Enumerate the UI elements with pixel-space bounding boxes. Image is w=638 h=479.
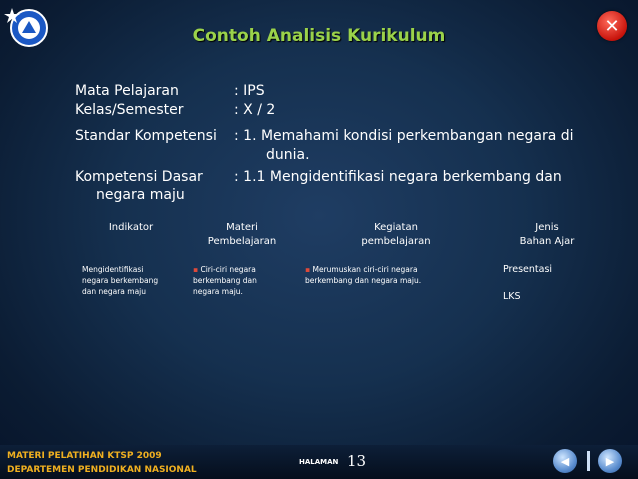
cell-kegiatan-line: berkembang dan negara maju. [305, 276, 422, 285]
cell-materi [193, 264, 257, 297]
info-label-kompetensi-dasar: Kompetensi Dasar [75, 169, 203, 185]
footer-line1: MATERI PELATIHAN KTSP 2009 [7, 451, 162, 461]
next-button[interactable] [598, 449, 622, 473]
header-bahan-line1: Jenis [535, 222, 559, 233]
cell-indikator [82, 264, 158, 297]
prev-button[interactable] [553, 449, 577, 473]
cell-materi-line: berkembang dan [193, 276, 257, 285]
cell-indikator-line: dan negara maju [82, 287, 147, 296]
arrow-left-icon: ◀ [560, 454, 570, 468]
info-label-kelas-semester: Kelas/Semester [75, 102, 184, 118]
cell-kegiatan [305, 264, 421, 286]
info-label-standar-kompetensi: Standar Kompetensi [75, 128, 217, 144]
header-bahan-ajar [505, 221, 589, 249]
bullet-icon: ▪ [193, 265, 199, 274]
info-value-mata-pelajaran: : IPS [234, 83, 265, 99]
header-materi [196, 221, 288, 249]
footer-line2: DEPARTEMEN PENDIDIKAN NASIONAL [7, 465, 197, 475]
header-indikator-line1: Indikator [108, 222, 154, 233]
close-icon: ✕ [604, 15, 620, 37]
header-kegiatan [350, 221, 442, 249]
cell-materi-line: Ciri-ciri negara [200, 265, 256, 274]
bullet-icon: ▪ [305, 265, 311, 274]
info-value-standar-kompetensi-cont: dunia. [266, 147, 310, 163]
header-kegiatan-line2: pembelajaran [361, 236, 431, 247]
header-bahan-line2: Bahan Ajar [519, 236, 575, 247]
footer-text [7, 449, 197, 477]
cell-bahan-presentasi: Presentasi [503, 264, 553, 275]
info-label-mata-pelajaran: Mata Pelajaran [75, 83, 179, 99]
arrow-right-icon: ▶ [605, 454, 615, 468]
info-value-kelas-semester: : X / 2 [234, 102, 276, 118]
info-value-standar-kompetensi: : 1. Memahami kondisi perkembangan negara di [234, 128, 574, 144]
header-indikator [96, 221, 166, 235]
page-title: Contoh Analisis Kurikulum [192, 26, 446, 46]
page-label: HALAMAN [299, 458, 339, 466]
cell-kegiatan-line: Merumuskan ciri-ciri negara [312, 265, 418, 274]
nav-divider [587, 451, 590, 471]
header-materi-line2: Pembelajaran [207, 236, 277, 247]
cell-indikator-line: negara berkembang [82, 276, 159, 285]
cell-indikator-line: Mengidentifikasi [82, 265, 144, 274]
header-materi-line1: Materi [226, 222, 258, 233]
header-kegiatan-line1: Kegiatan [374, 222, 418, 233]
cell-bahan-lks: LKS [503, 291, 521, 302]
page-number: 13 [347, 452, 367, 470]
info-value-kompetensi-dasar: : 1.1 Mengidentifikasi negara berkembang dan [234, 169, 562, 185]
info-label-kompetensi-dasar-cont: negara maju [96, 187, 185, 203]
cell-materi-line: negara maju. [193, 287, 243, 296]
